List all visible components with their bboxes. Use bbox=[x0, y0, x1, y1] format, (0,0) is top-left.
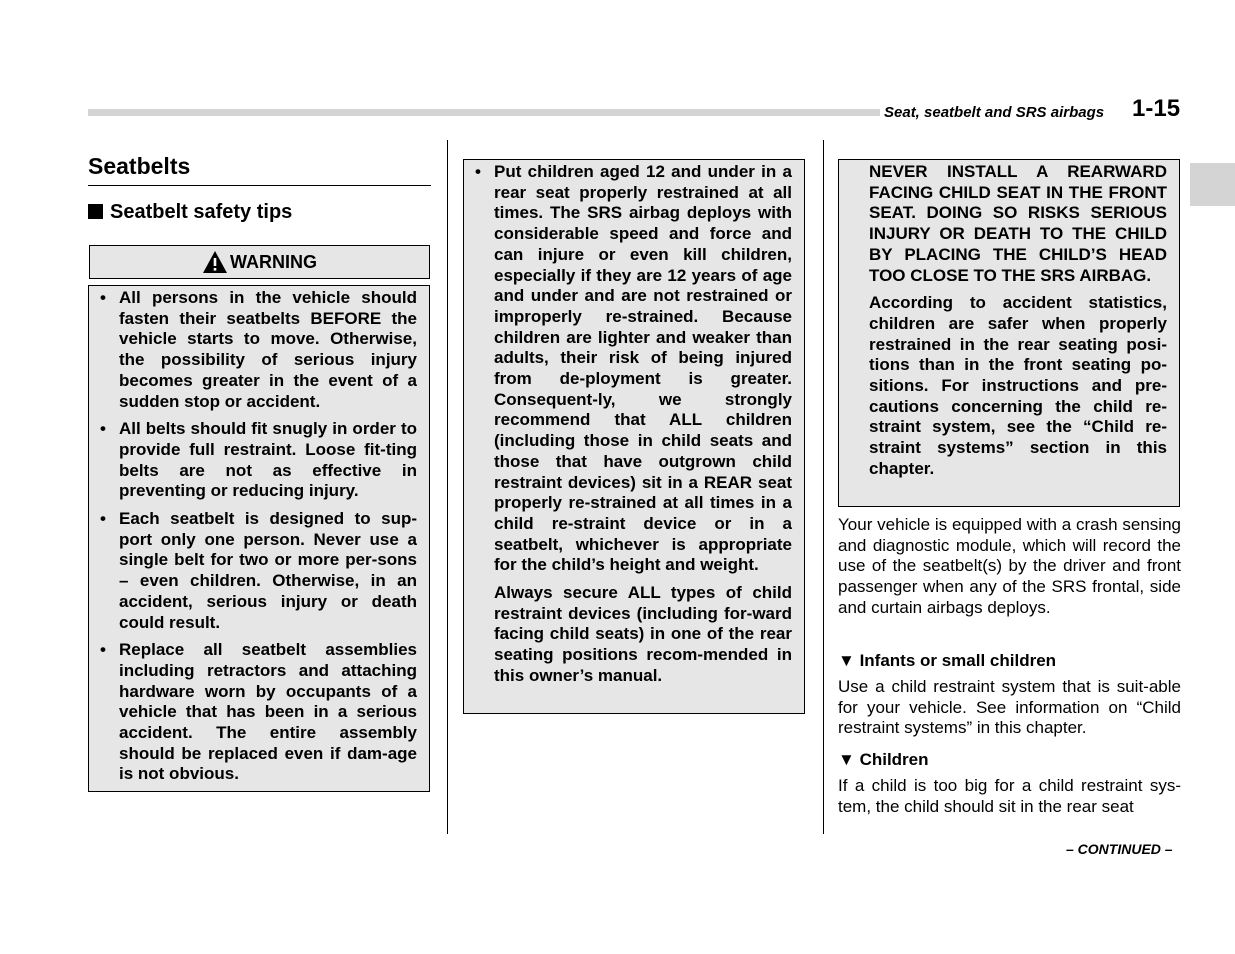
children-heading bbox=[838, 750, 929, 770]
header-section-title: Seat, seatbelt and SRS airbags bbox=[884, 104, 1105, 121]
warning-bullet-text: All persons in the vehicle should fasten their seatbelts BEFORE the vehicle starts to move. Otherwise, the possibility of serious injury becomes greater in the event of a sudden stop or accident. bbox=[119, 288, 417, 411]
intro-paragraph: Your vehicle is equipped with a crash sensing and diagnostic module, which will record the use of the seatbelt(s) by the driver and front passenger when any of the SRS frontal, side and curtain airbags deploys. bbox=[838, 515, 1181, 617]
children-heading-text: Children bbox=[859, 750, 929, 769]
warning-bullet: • Put children aged 12 and under in a rear seat properly restrained at all times. The SRS airbag deploys with considerable speed and force and can injure or even kill children, especially if they are 12 years of age and under and are not restrained or improperly re-strained. Because children are lighter and weaker than adults, their risk of being injured from de-ployment is greater. Consequent-ly, we strongly recommend that ALL children (including those in child seats and those that have outgrown child restraint devices) sit in a REAR seat properly re-strained at all times in a child re-straint device or in a seatbelt, whichever is appropriate for the child’s height and weight. bbox=[475, 162, 792, 575]
children-paragraph: If a child is too big for a child restraint sys-tem, the child should sit in the rear seat bbox=[838, 776, 1181, 816]
chapter-tab bbox=[1190, 163, 1235, 206]
warning-header bbox=[89, 245, 430, 279]
infants-heading-text: Infants or small children bbox=[859, 651, 1057, 670]
infants-heading bbox=[838, 651, 1056, 671]
warning-bullet-text: All belts should fit snugly in order to provide full restraint. Loose fit-ting belts are not as effective in preventing or reducing injury. bbox=[119, 419, 417, 501]
warning-bullet: • All belts should fit snugly in order to provide full restraint. Loose fit-ting belts are not as effective in preventing or reducing injury. bbox=[100, 419, 417, 501]
warning-bullet: • All persons in the vehicle should fasten their seatbelts BEFORE the vehicle starts to move. Otherwise, the possibility of serious injury becomes greater in the event of a sudden stop or accident. bbox=[100, 288, 417, 411]
warning-box-continued bbox=[838, 159, 1180, 507]
warning-triangle-icon bbox=[202, 250, 228, 274]
page-number: 1-15 bbox=[1132, 95, 1181, 122]
warning-bullet: • Replace all seatbelt assemblies including retractors and attaching hardware worn by occupants of a vehicle that has been in a serious accident. The entire assembly should be replaced even if dam-age is not obvious. bbox=[100, 640, 417, 784]
warning-paragraph: According to accident statistics, children are safer when properly restrained in the rear seating posi-tions than in the front seating po-sitions. For instructions and pre-cautions concerning the child re-straint system, see the “Child re-straint systems” section in this chapter. bbox=[869, 293, 1167, 478]
infants-paragraph: Use a child restraint system that is suit-able for your vehicle. See information on “Child restraint systems” in this chapter. bbox=[838, 677, 1181, 738]
warning-label: WARNING bbox=[230, 251, 317, 272]
warning-bullet: • Each seatbelt is designed to sup-port only one person. Never use a single belt for two or more per-sons – even children. Otherwise, in an accident, serious injury or death could result. bbox=[100, 509, 417, 632]
square-bullet-icon bbox=[88, 204, 103, 219]
warning-bullet-text: Each seatbelt is designed to sup-port only one person. Never use a single belt for two or more per-sons – even children. Otherwise, in an accident, serious injury or death could result. bbox=[119, 509, 417, 632]
section-rule bbox=[88, 185, 431, 186]
column-divider bbox=[823, 140, 824, 834]
subsection-title: Seatbelt safety tips bbox=[110, 201, 293, 223]
warning-box-continued bbox=[463, 159, 805, 714]
column-divider bbox=[447, 140, 448, 834]
triangle-down-icon: ▼ bbox=[838, 750, 855, 769]
warning-box bbox=[88, 285, 430, 792]
warning-paragraph: Always secure ALL types of child restraint devices (including for-ward facing child seats) in one of the rear seating positions recom-mended in this owner’s manual. bbox=[494, 583, 792, 685]
warning-bullet-text: Replace all seatbelt assemblies including retractors and attaching hardware worn by occupants of a vehicle that has been in a serious accident. The entire assembly should be replaced even if dam-age is not obvious. bbox=[119, 640, 417, 784]
continued-label: – CONTINUED – bbox=[1066, 841, 1173, 857]
triangle-down-icon: ▼ bbox=[838, 651, 855, 670]
subsection-heading bbox=[88, 201, 292, 224]
header-bar bbox=[88, 109, 880, 116]
warning-paragraph: NEVER INSTALL A REARWARD FACING CHILD SEAT IN THE FRONT SEAT. DOING SO RISKS SERIOUS INJURY OR DEATH TO THE CHILD BY PLACING THE CHILD’S HEAD TOO CLOSE TO THE SRS AIRBAG. bbox=[869, 162, 1167, 285]
warning-bullet-text: Put children aged 12 and under in a rear seat properly restrained at all times. The SRS airbag deploys with considerable speed and force and can injure or even kill children, especially if they are 12 years of age and under and are not restrained or improperly re-strained. Because children are lighter and weaker than adults, their risk of being injured from de-ployment is greater. Consequent-ly, we strongly recommend that ALL children (including those in child seats and those that have outgrown child restraint devices) sit in a REAR seat properly re-strained at all times in a child re-straint device or in a seatbelt, whichever is appropriate for the child’s height and weight. bbox=[494, 162, 792, 575]
section-title: Seatbelts bbox=[88, 153, 191, 179]
